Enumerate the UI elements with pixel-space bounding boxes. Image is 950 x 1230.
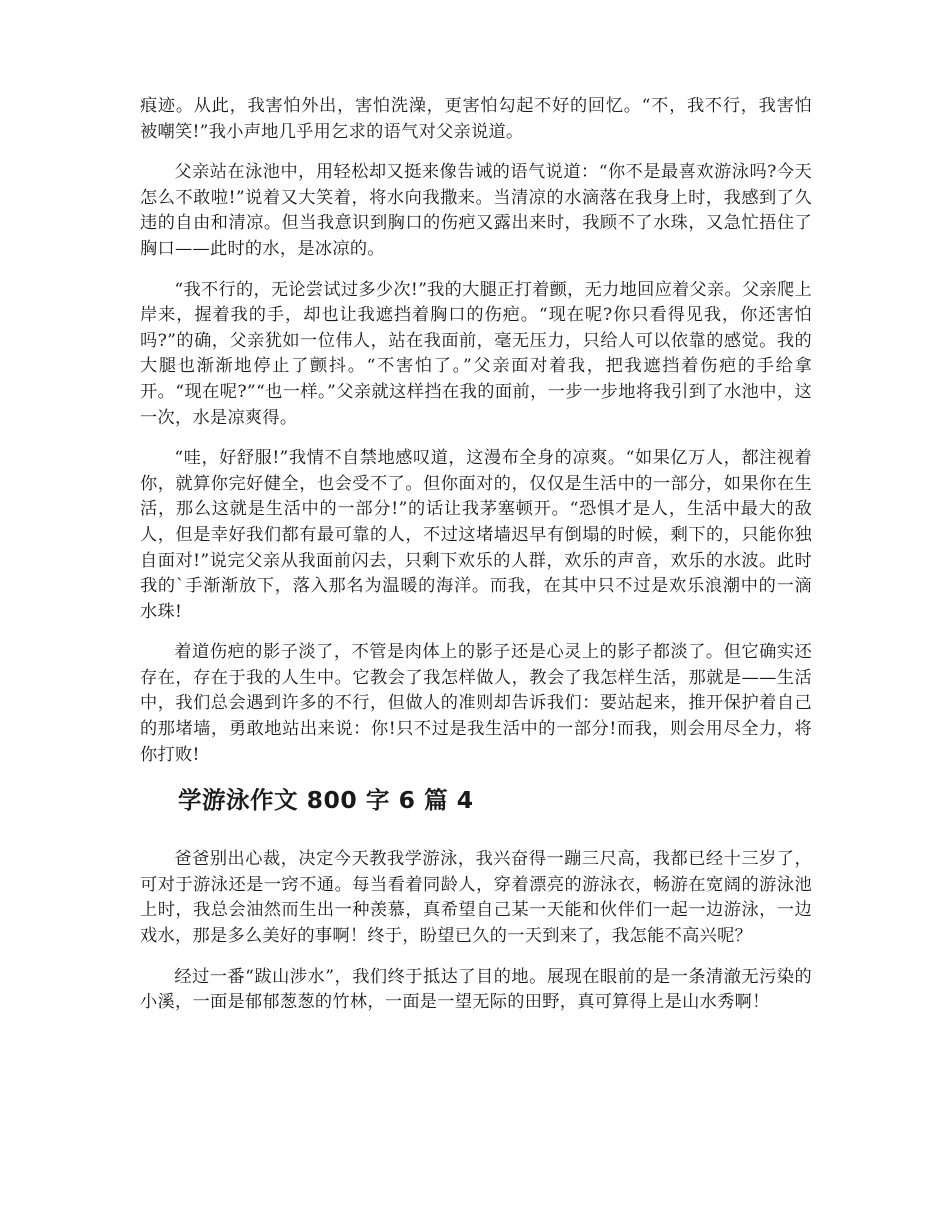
paragraph: 痕迹。从此，我害怕外出，害怕洗澡，更害怕勾起不好的回忆。“不，我不行，我害怕被嘲笑!”我小声地几乎用乞求的语气对父亲说道。 xyxy=(140,96,812,142)
paragraph: “我不行的，无论尝试过多少次!”我的大腿正打着颤，无力地回应着父亲。父亲爬上岸来，握着我的手，却也让我遮挡着胸口的伤疤。“现在呢?你只看得见我，你还害怕吗?”的确，父亲犹如一位伟人，站在我面前，毫无压力，只给人可以依靠的感觉。我的大腿也渐渐地停止了颤抖。“不害怕了。”父亲面对着我，把我遮挡着伤疤的手给拿开。“现在呢?”“也一样。”父亲就这样挡在我的面前，一步一步地将我引到了水池中，这一次，水是凉爽得。 xyxy=(140,279,812,428)
paragraph: “哇，好舒服!”我情不自禁地感叹道，这漫布全身的凉爽。“如果亿万人，都注视着你，就算你完好健全，也会受不了。但你面对的，仅仅是生活中的一部分，如果你在生活，那么这就是生活中的一部分!”的话让我茅塞顿开。“恐惧才是人，生活中最大的敌人，但是幸好我们都有最可靠的人，不过这堵墙迟早有倒塌的时候，剩下的，只能你独自面对!”说完父亲从我面前闪去，只剩下欢乐的人群，欢乐的声音，欢乐的水波。此时我的`手渐渐放下，落入那名为温暖的海洋。而我，在其中只不过是欢乐浪潮中的一滴水珠! xyxy=(140,448,812,622)
paragraph: 父亲站在泳池中，用轻松却又挺来像告诫的语气说道：“你不是最喜欢游泳吗?今天怎么不敢啦!”说着又大笑着，将水向我撒来。当清凉的水滴落在我身上时，我感到了久违的自由和清凉。但当我意识到胸口的伤疤又露出来时，我顾不了水珠，又急忙捂住了胸口——此时的水，是冰凉的。 xyxy=(140,162,812,259)
section-heading: 学游泳作文 800 字 6 篇 4 xyxy=(178,786,474,815)
paragraph: 爸爸别出心裁，决定今天教我学游泳，我兴奋得一蹦三尺高，我都已经十三岁了，可对于游泳还是一窍不通。每当看着同龄人，穿着漂亮的游泳衣，畅游在宽阔的游泳池上时，我总会油然而生出一种羡慕，真希望自己某一天能和伙伴们一起一边游泳，一边戏水，那是多么美好的事啊！终于，盼望已久的一天到来了，我怎能不高兴呢？ xyxy=(140,849,812,947)
paragraph: 着道伤疤的影子淡了，不管是肉体上的影子还是心灵上的影子都淡了。但它确实还存在，存在于我的人生中。它教会了我怎样做人，教会了我怎样生活，那就是——生活中，我们总会遇到许多的不行，但做人的准则却告诉我们：要站起来，推开保护着自己的那堵墙，勇敢地站出来说：你!只不过是我生活中的一部分!而我，则会用尽全力，将你打败! xyxy=(140,642,812,765)
paragraph: 经过一番“跋山涉水”，我们终于抵达了目的地。展现在眼前的是一条清澈无污染的小溪，一面是郁郁葱葱的竹林，一面是一望无际的田野，真可算得上是山水秀啊！ xyxy=(140,966,812,1013)
document-page xyxy=(140,94,812,1031)
